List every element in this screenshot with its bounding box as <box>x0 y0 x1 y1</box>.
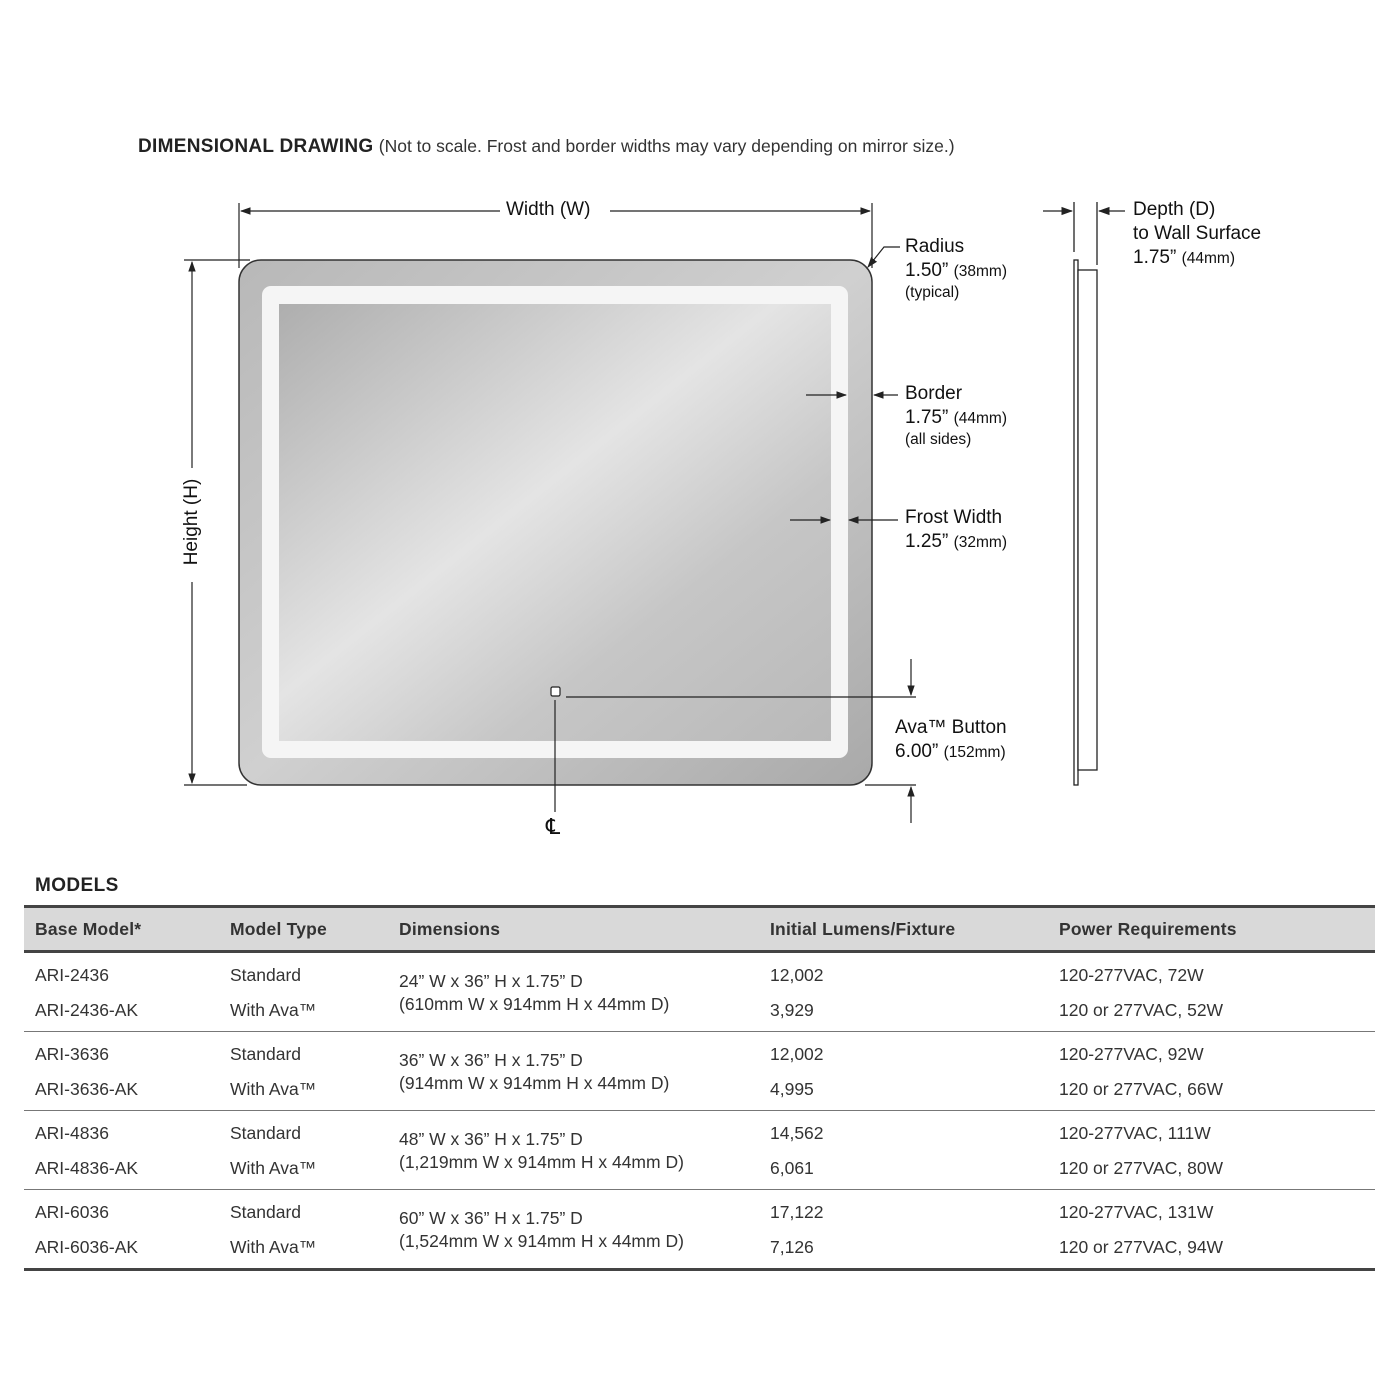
frost-title: Frost Width <box>905 507 1003 528</box>
model-type: With Ava™ <box>230 1079 317 1099</box>
table-row <box>24 1032 1375 1111</box>
base-model: ARI-6036-AK <box>35 1237 139 1257</box>
model-type: Standard <box>230 965 302 985</box>
centerline-symbol: ℄ <box>546 814 561 839</box>
ava-button-icon <box>551 687 560 696</box>
lumens: 12,002 <box>770 965 824 985</box>
power: 120 or 277VAC, 52W <box>1059 1000 1224 1020</box>
side-profile <box>1043 202 1125 785</box>
depth-title: Depth (D) <box>1133 199 1216 220</box>
power: 120 or 277VAC, 80W <box>1059 1158 1224 1178</box>
border-note: (all sides) <box>905 431 972 448</box>
border-value: 1.75” <box>905 407 949 428</box>
header-base-model: Base Model* <box>35 918 142 939</box>
radius-leader <box>868 247 900 267</box>
heading-note: (Not to scale. Frost and border widths may vary depending on mirror size.) <box>378 136 955 156</box>
radius-metric: (38mm) <box>953 263 1007 280</box>
width-label: Width (W) <box>506 199 591 220</box>
frost-value: 1.25” <box>905 531 949 552</box>
models-table <box>24 905 1375 1271</box>
lumens: 3,929 <box>770 1000 814 1020</box>
dimensions-metric: (610mm W x 914mm H x 44mm D) <box>399 994 670 1014</box>
table-header-row <box>24 907 1375 952</box>
border-metric: (44mm) <box>953 410 1007 427</box>
model-type: Standard <box>230 1044 302 1064</box>
model-type: Standard <box>230 1202 302 1222</box>
lumens: 14,562 <box>770 1123 824 1143</box>
header-power: Power Requirements <box>1059 918 1237 939</box>
border-callout <box>905 382 1007 449</box>
depth-value: 1.75” <box>1133 247 1177 268</box>
header-model-type: Model Type <box>230 918 327 939</box>
frost-metric: (32mm) <box>953 534 1007 551</box>
dimensions-metric: (1,219mm W x 914mm H x 44mm D) <box>399 1152 684 1172</box>
dimensions-imperial: 60” W x 36” H x 1.75” D <box>399 1208 583 1228</box>
depth-subtitle: to Wall Surface <box>1133 223 1262 244</box>
power: 120-277VAC, 72W <box>1059 965 1204 985</box>
height-label: Height (H) <box>181 478 202 566</box>
power: 120-277VAC, 111W <box>1059 1123 1211 1143</box>
base-model: ARI-4836-AK <box>35 1158 139 1178</box>
model-type: Standard <box>230 1123 302 1143</box>
lumens: 7,126 <box>770 1237 814 1257</box>
border-title: Border <box>905 383 963 404</box>
ava-callout <box>895 716 1007 765</box>
table-row <box>24 1190 1375 1270</box>
dimensions-imperial: 36” W x 36” H x 1.75” D <box>399 1050 583 1070</box>
power: 120-277VAC, 92W <box>1059 1044 1204 1064</box>
depth-metric: (44mm) <box>1181 250 1235 267</box>
dimensions-imperial: 48” W x 36” H x 1.75” D <box>399 1129 583 1149</box>
base-model: ARI-6036 <box>35 1202 109 1222</box>
power: 120-277VAC, 131W <box>1059 1202 1214 1222</box>
radius-callout <box>905 235 1007 302</box>
dimensions-metric: (914mm W x 914mm H x 44mm D) <box>399 1073 670 1093</box>
lumens: 12,002 <box>770 1044 824 1064</box>
model-type: With Ava™ <box>230 1237 317 1257</box>
frost-callout <box>905 506 1007 555</box>
lumens: 6,061 <box>770 1158 814 1178</box>
ava-value: 6.00” <box>895 741 939 762</box>
radius-value: 1.50” <box>905 260 949 281</box>
models-title: MODELS <box>35 875 119 896</box>
model-type: With Ava™ <box>230 1158 317 1178</box>
base-model: ARI-4836 <box>35 1123 109 1143</box>
mirror-glass <box>279 304 831 741</box>
base-model: ARI-3636 <box>35 1044 109 1064</box>
base-model: ARI-2436 <box>35 965 109 985</box>
model-type: With Ava™ <box>230 1000 317 1020</box>
depth-callout <box>1133 198 1261 271</box>
ava-metric: (152mm) <box>943 744 1006 761</box>
radius-title: Radius <box>905 236 965 257</box>
profile-housing <box>1078 270 1097 770</box>
lumens: 4,995 <box>770 1079 814 1099</box>
power: 120 or 277VAC, 94W <box>1059 1237 1224 1257</box>
header-dimensions: Dimensions <box>399 918 501 939</box>
radius-note: (typical) <box>905 284 960 301</box>
dimensions-metric: (1,524mm W x 914mm H x 44mm D) <box>399 1231 684 1251</box>
table-row <box>24 952 1375 1032</box>
base-model: ARI-3636-AK <box>35 1079 139 1099</box>
header-lumens: Initial Lumens/Fixture <box>770 918 956 939</box>
power: 120 or 277VAC, 66W <box>1059 1079 1224 1099</box>
dimensions-imperial: 24” W x 36” H x 1.75” D <box>399 971 583 991</box>
heading-title: DIMENSIONAL DRAWING <box>138 136 374 157</box>
base-model: ARI-2436-AK <box>35 1000 139 1020</box>
ava-title: Ava™ Button <box>895 717 1007 738</box>
table-row <box>24 1111 1375 1190</box>
lumens: 17,122 <box>770 1202 824 1222</box>
